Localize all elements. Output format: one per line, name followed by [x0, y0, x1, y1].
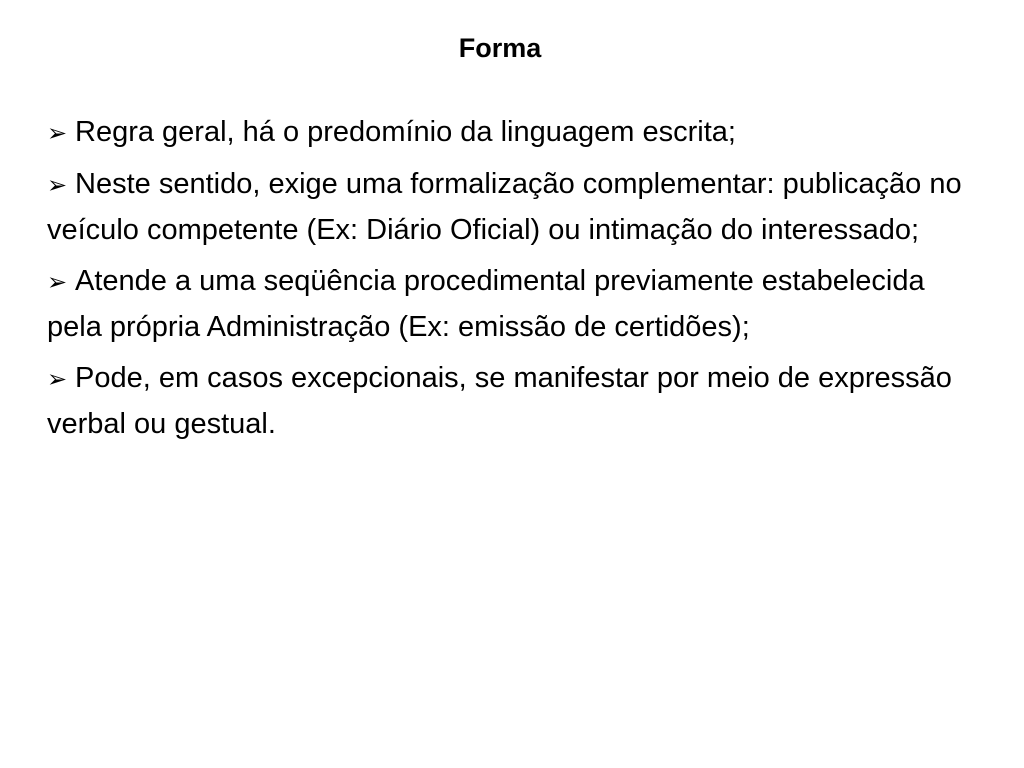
- arrowhead-bullet-icon: ➢: [47, 172, 68, 199]
- bullet-text: Atende a uma seqüência procedimental previamente estabelecida pela própria Administração (Ex: emissão de certidões);: [47, 265, 925, 343]
- bullet-item: [47, 259, 977, 350]
- arrowhead-bullet-icon: ➢: [47, 269, 68, 296]
- bullet-text: Neste sentido, exige uma formalização complementar: publicação no veículo competente (Ex: Diário Oficial) ou intimação do interessado;: [47, 168, 962, 246]
- bullet-list: [47, 110, 977, 453]
- arrowhead-bullet-icon: ➢: [47, 120, 68, 147]
- bullet-text: Regra geral, há o predomínio da linguagem escrita;: [75, 116, 736, 148]
- arrowhead-bullet-icon: ➢: [47, 366, 68, 393]
- bullet-item: [47, 356, 977, 447]
- slide-title: Forma: [458, 33, 542, 63]
- bullet-item: [47, 110, 977, 156]
- bullet-text: Pode, em casos excepcionais, se manifestar por meio de expressão verbal ou gestual.: [47, 362, 952, 440]
- bullet-item: [47, 162, 977, 253]
